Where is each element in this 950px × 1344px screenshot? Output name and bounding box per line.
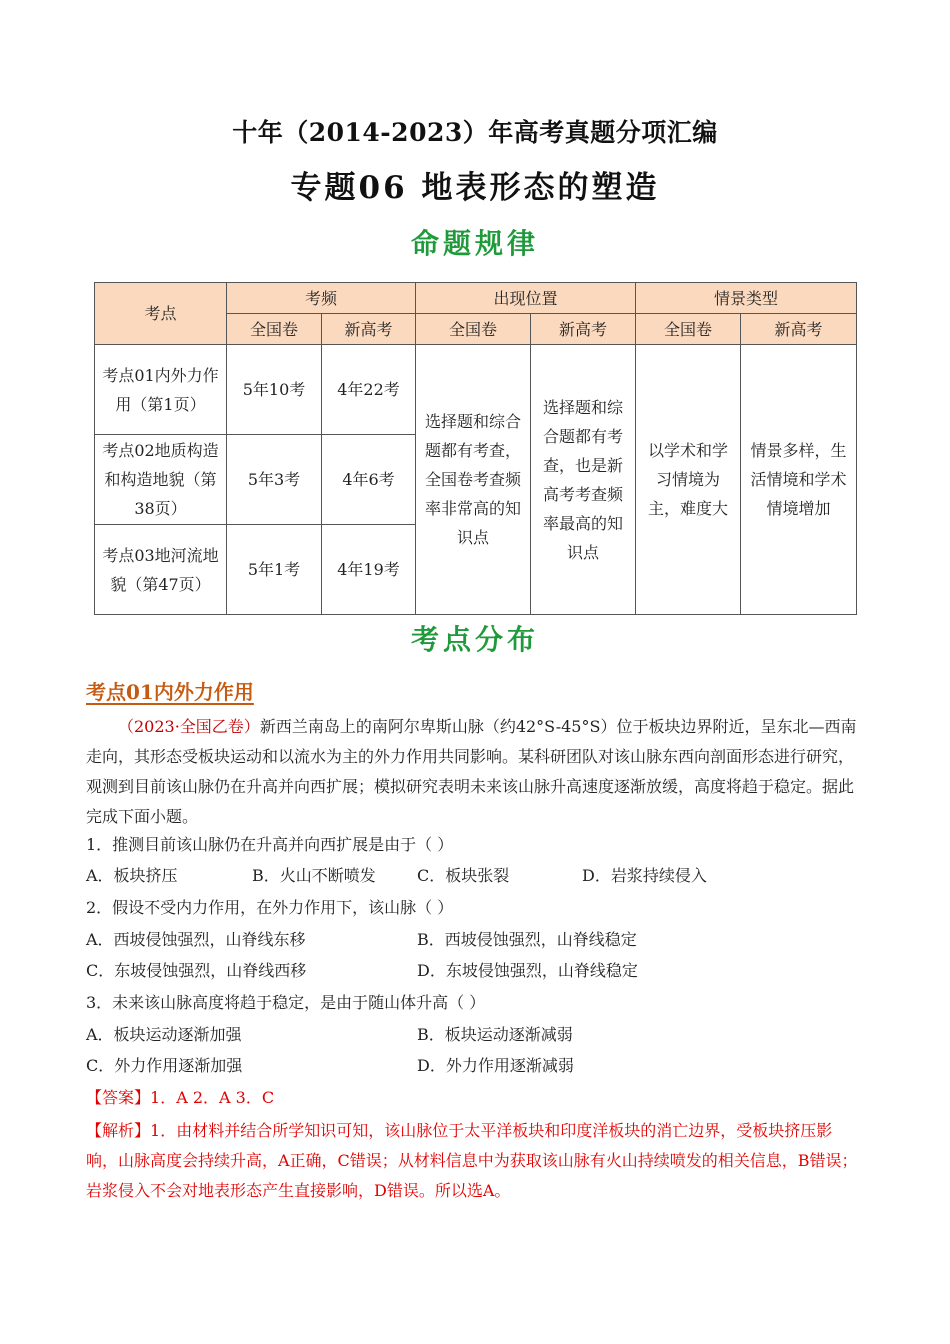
option: D．岩浆持续侵入	[582, 866, 707, 885]
option: B．火山不断喷发	[252, 866, 376, 885]
option: A．西坡侵蚀强烈，山脊线东移	[86, 930, 306, 949]
material-text: 新西兰南岛上的南阿尔卑斯山脉（约42°S-45°S）位于板块边界附近，呈东北—西南走向，其形态受板块运动和以流水为主的外力作用共同影响。某科研团队对该山脉东西向剖面形态进行研究，观测到目前该山脉仍在升高并向西扩展；模拟研究表明未来该山脉升高速度逐渐放缓，高度将趋于稳定。据此完成下面小题。	[86, 717, 857, 826]
scene-xgk: 情景多样，生活情境和学术情境增加	[741, 345, 857, 615]
header-kaopin: 考频	[227, 283, 416, 314]
row-freq-qg: 5年10考	[227, 345, 322, 435]
row-freq-xgk: 4年19考	[322, 525, 416, 615]
option: C．外力作用逐渐加强	[86, 1056, 243, 1075]
option: B．西坡侵蚀强烈，山脊线稳定	[417, 930, 637, 949]
analysis-block	[86, 1116, 860, 1206]
answer-text: 1．A 2．A 3．C	[150, 1088, 275, 1107]
subheader: 新高考	[531, 314, 636, 345]
question-material	[86, 712, 860, 832]
option: C．板块张裂	[417, 866, 510, 885]
option: A．板块挤压	[86, 866, 178, 885]
subheader: 全国卷	[636, 314, 741, 345]
scene-qg: 以学术和学习情境为主，难度大	[636, 345, 741, 615]
position-xgk: 选择题和综合题都有考查，也是新高考考查频率最高的知识点	[531, 345, 636, 615]
option: D．外力作用逐渐减弱	[417, 1056, 574, 1075]
position-qg: 选择题和综合题都有考查，全国卷考查频率非常高的知识点	[416, 345, 531, 615]
subheader: 全国卷	[416, 314, 531, 345]
analysis-tag: 【解析】	[86, 1121, 151, 1140]
section-heading-rules: 命题规律	[410, 227, 539, 260]
option: B．板块运动逐渐减弱	[417, 1025, 573, 1044]
question-1-options	[86, 861, 860, 891]
kaodian-01-title: 考点01内外力作用	[86, 680, 254, 704]
question-source: （2023·全国乙卷）	[118, 717, 260, 736]
subheader: 全国卷	[227, 314, 322, 345]
header-position: 出现位置	[416, 283, 636, 314]
row-kaodian: 考点02地质构造和构造地貌（第38页）	[95, 435, 227, 525]
document-title: 十年（2014-2023）年高考真题分项汇编	[232, 118, 718, 147]
question-3: 3．未来该山脉高度将趋于稳定，是由于随山体升高（ ）	[86, 993, 486, 1012]
row-kaodian: 考点01内外力作用（第1页）	[95, 345, 227, 435]
question-1: 1．推测目前该山脉仍在升高并向西扩展是由于（ ）	[86, 835, 454, 854]
document-subtitle: 专题06 地表形态的塑造	[290, 170, 660, 206]
question-2-options	[86, 925, 860, 987]
subheader: 新高考	[741, 314, 857, 345]
row-freq-xgk: 4年22考	[322, 345, 416, 435]
section-heading-distribution: 考点分布	[410, 623, 539, 656]
row-kaodian: 考点03地河流地貌（第47页）	[95, 525, 227, 615]
question-2: 2．假设不受内力作用，在外力作用下，该山脉（ ）	[86, 898, 454, 917]
header-scene: 情景类型	[636, 283, 857, 314]
row-freq-qg: 5年3考	[227, 435, 322, 525]
question-3-options	[86, 1020, 860, 1082]
subheader: 新高考	[322, 314, 416, 345]
header-kaodian: 考点	[95, 283, 227, 345]
summary-table	[94, 282, 857, 615]
row-freq-qg: 5年1考	[227, 525, 322, 615]
option: A．板块运动逐渐加强	[86, 1025, 242, 1044]
analysis-text: 1．由材料并结合所学知识可知，该山脉位于太平洋板块和印度洋板块的消亡边界，受板块挤压影响，山脉高度会持续升高，A正确，C错误；从材料信息中为获取该山脉有火山持续喷发的相关信息，B错误；岩浆侵入不会对地表形态产生直接影响，D错误。所以选A。	[86, 1121, 858, 1200]
table-header-row	[95, 283, 857, 314]
option: D．东坡侵蚀强烈，山脊线稳定	[417, 961, 638, 980]
answer-tag: 【答案】	[86, 1088, 151, 1107]
answer-line	[86, 1083, 860, 1113]
table-row	[95, 345, 857, 435]
option: C．东坡侵蚀强烈，山脊线西移	[86, 961, 307, 980]
row-freq-xgk: 4年6考	[322, 435, 416, 525]
